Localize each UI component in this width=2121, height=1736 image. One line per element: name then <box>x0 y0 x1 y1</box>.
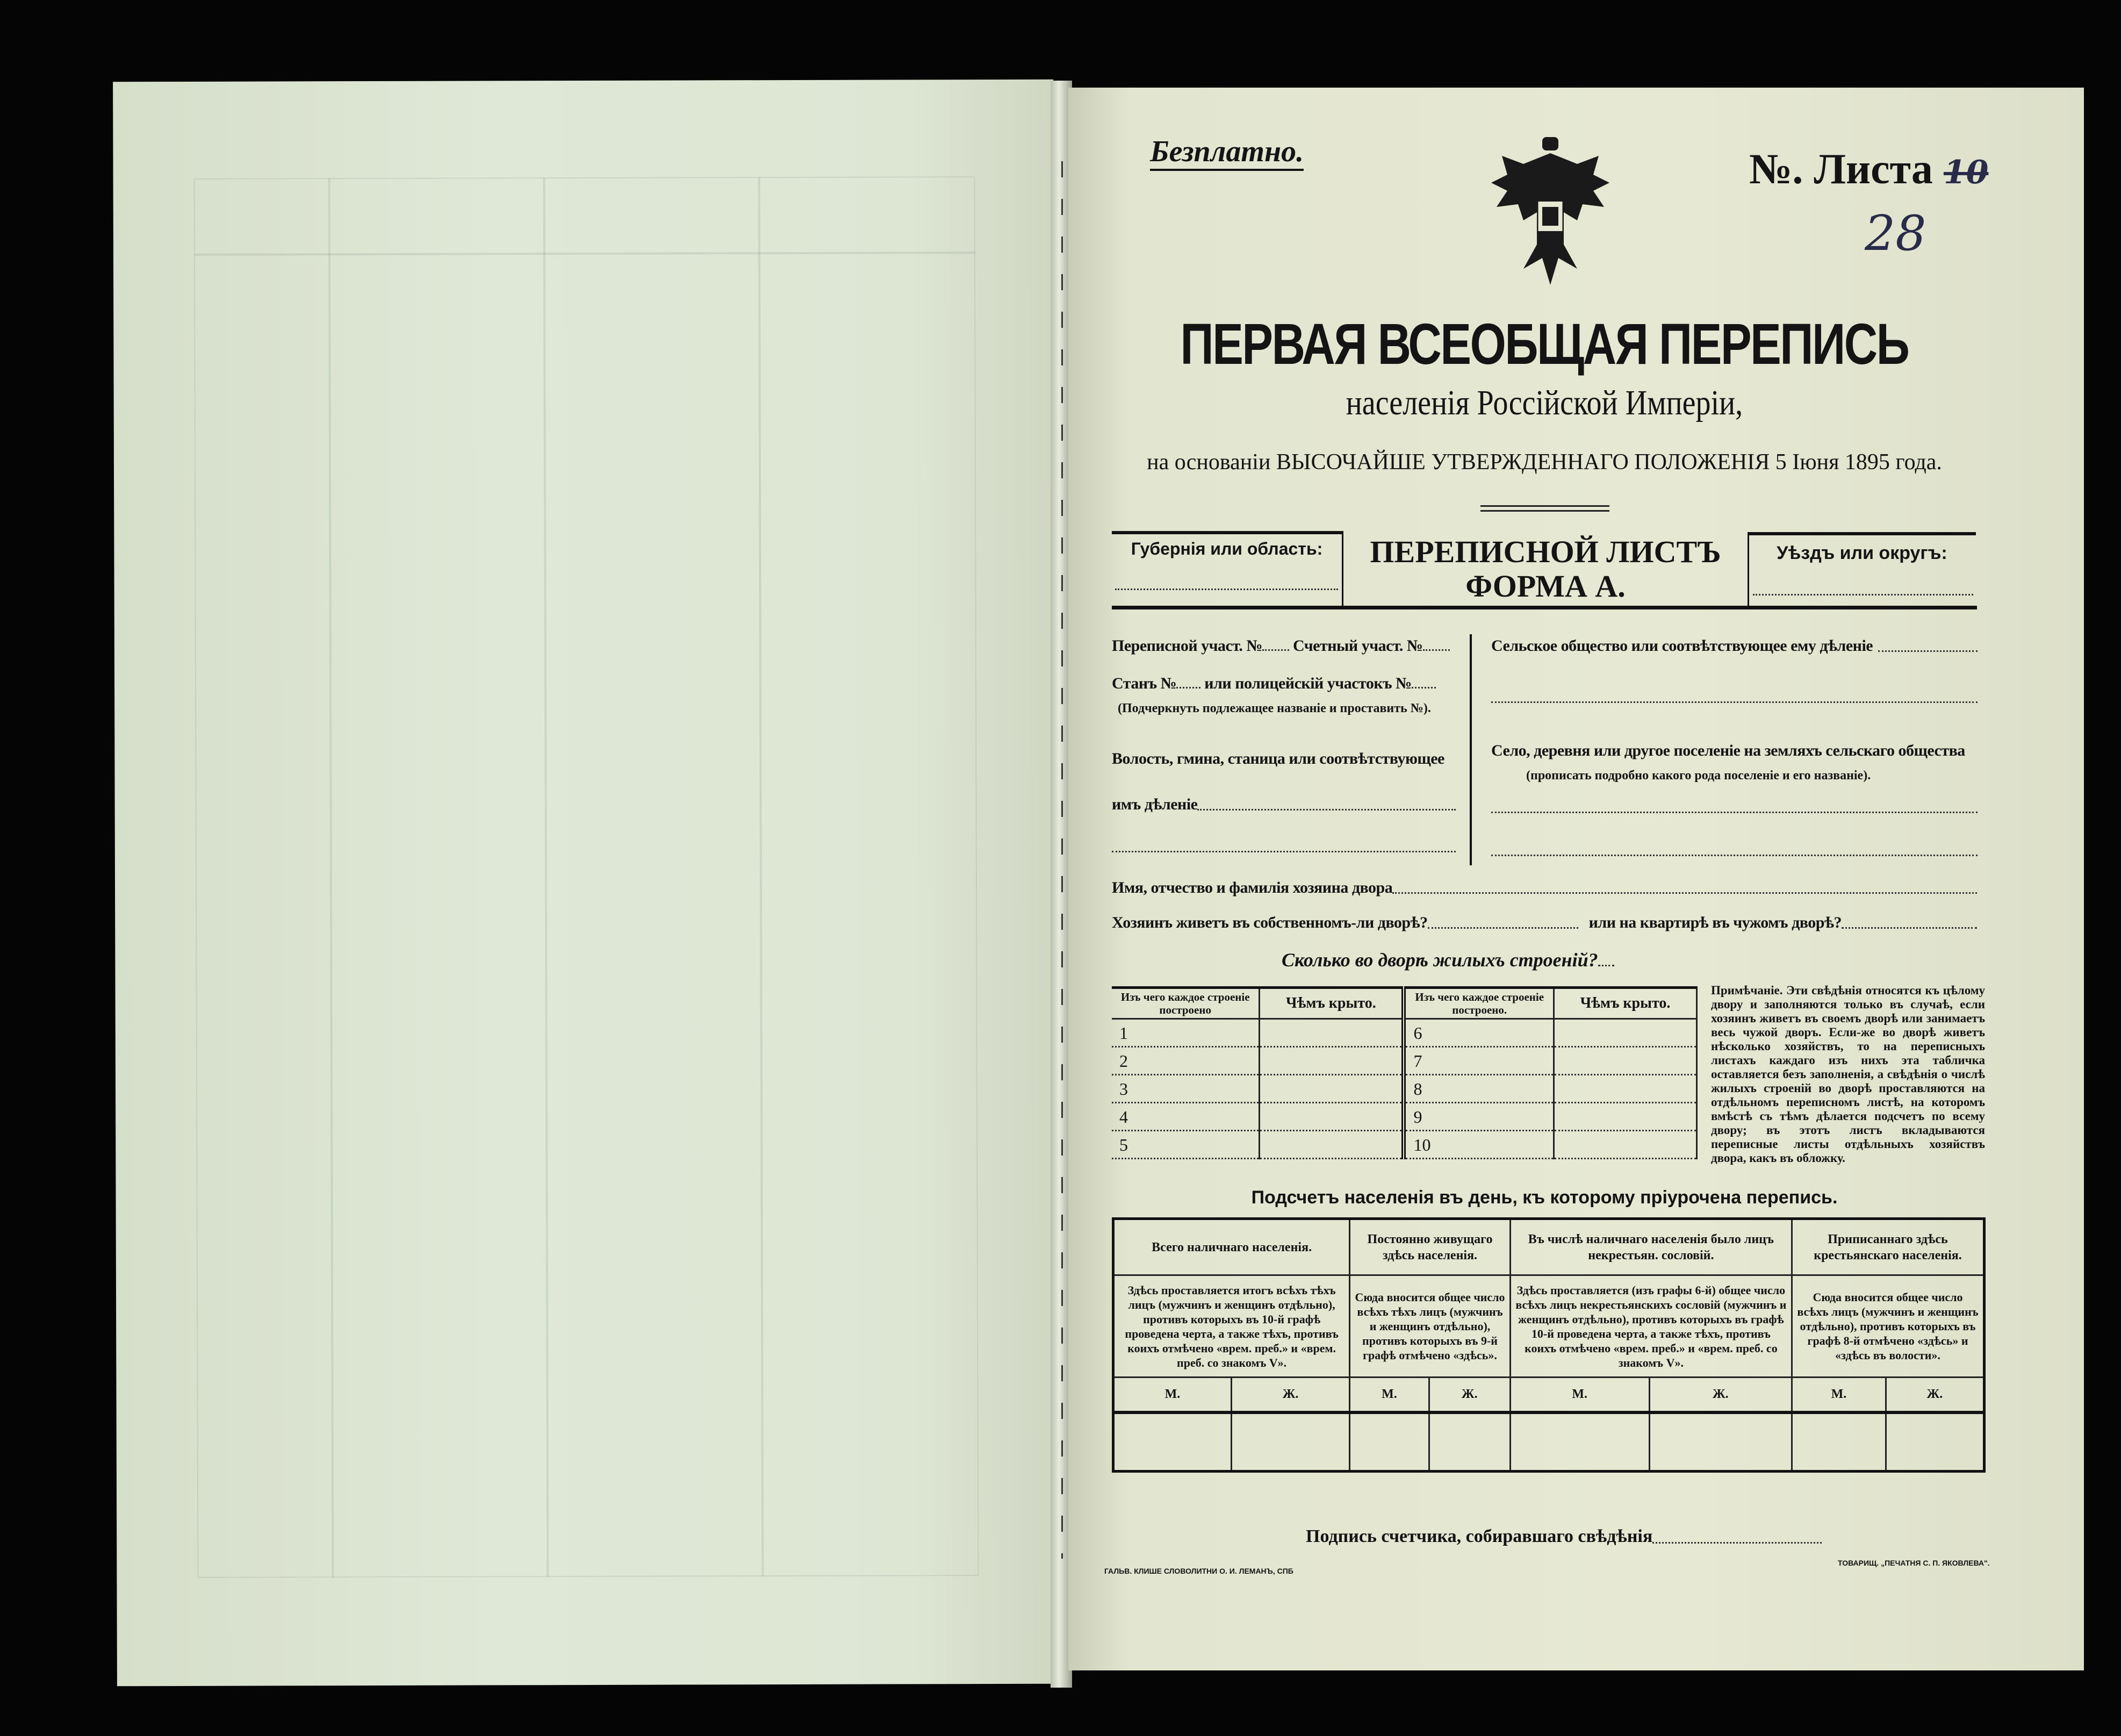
village-note: (прописать подробно какого рода поселеніе и его названіе). <box>1526 769 1871 783</box>
table-row: 2 7 <box>1112 1047 1697 1075</box>
column-divider <box>1470 634 1472 865</box>
owner-lives-field: Хозяинъ живетъ въ собственномъ-ли дворѣ? или на квартирѣ въ чужомъ дворѣ? <box>1112 914 1977 932</box>
volost-field-line-2[interactable] <box>1112 851 1456 852</box>
stan-field: Станъ № или полицейскій участокъ № <box>1112 675 1436 693</box>
section-rule <box>1112 606 1977 609</box>
village-label: Село, деревня или другое поселеніе на земляхъ сельскаго общества <box>1491 742 1965 759</box>
male-peasant-cell[interactable] <box>1792 1412 1886 1472</box>
col-non-peasant: Въ числѣ наличнаго населенія было лицъ некрестьян. сословій. <box>1510 1219 1792 1275</box>
volost-label: Волость, гмина, станица или соотвѣтствующее <box>1112 750 1444 767</box>
census-section-field: Переписной участ. № Счетный участ. № <box>1112 637 1450 655</box>
note-text: Примѣчаніе. Эти свѣдѣнія относятся къ цѣлому двору и заполняются только въ случаѣ, если хозяинъ живетъ въ своемъ дворѣ или занимаетъ весь чужой дворъ. Если-же во дворѣ живетъ нѣсколько хозяйствъ, то на переписныхъ листахъ каждаго изъ нихъ эта табличка оставляется безъ заполненія, а свѣдѣнія о числѣ жилыхъ строеній во дворѣ проставляются на отдѣльномъ переписномъ листѣ, на которомъ вмѣстѣ съ тѣмъ дѣлается подсчетъ по всему двору; въ этотъ листъ вкладываются переписные листы отдѣльныхъ хозяйствъ двора, какъ въ обложку. <box>1711 984 1985 1165</box>
rural-society-field: Сельское общество или соотвѣтствующее ему дѣленіе <box>1491 637 1978 655</box>
male-permanent-cell[interactable] <box>1350 1412 1429 1472</box>
female-total-cell[interactable] <box>1231 1412 1349 1472</box>
district-field[interactable] <box>1753 594 1973 596</box>
sheet-number-crossed: 10 <box>1943 154 1989 191</box>
double-headed-eagle-icon <box>1483 134 1617 296</box>
district-label: Уѣздъ или округъ: <box>1777 543 1947 563</box>
binding-stitch <box>1061 161 1063 1559</box>
col-material-left: Изъ чего каждое строеніе построено <box>1112 988 1260 1019</box>
table-row: 5 10 <box>1112 1131 1697 1159</box>
volost-field: имъ дѣленіе <box>1112 795 1456 814</box>
female-non-peasant-cell[interactable] <box>1649 1412 1792 1472</box>
col-material-right: Изъ чего каждое строеніе построено. <box>1404 988 1554 1019</box>
female-permanent-cell[interactable] <box>1429 1412 1510 1472</box>
page-subtitle: населенія Россійской Имперіи, <box>1346 383 1743 422</box>
population-count-table: Всего наличнаго населенія. Постоянно живущаго здѣсь населенія. Въ числѣ наличнаго населенія было лицъ некрестьян. сословій. Приписаннаго здѣсь крестьянскаго населенія. Здѣсь проставляется итогъ всѣхъ тѣхъ лицъ (мужчинъ и женщинъ отдѣльно), противъ которыхъ въ 10-й графѣ проведена черта, а также тѣхъ, противъ коихъ отмѣчено «врем. преб.» и «врем. преб. со знакомъ V». Сюда вносится общее число всѣхъ тѣхъ лицъ (мужчинъ и женщинъ отдѣльно), противъ которыхъ въ 9-й графѣ отмѣчено «здѣсь». Здѣсь проставляется (изъ графы 6-й) общее число всѣхъ лицъ некрестьянскихъ сословій (мужчинъ и женщинъ отдѣльно), противъ которыхъ въ графѣ 10-й проведена черта, а также тѣхъ, противъ коихъ отмѣчено «врем. преб.» и «врем. преб. со знакомъ V». Сюда вносится общее число всѣхъ лицъ (мужчинъ и женщинъ отдѣльно), противъ которыхъ въ графѣ 8-й отмѣчено «здѣсь» и «здѣсь въ волости». М. Ж. М. Ж. М. Ж. М. Ж. <box>1112 1217 1986 1473</box>
ornament-divider <box>1480 505 1609 512</box>
col-total-present: Всего наличнаго населенія. <box>1113 1219 1350 1275</box>
footer-left: ГАЛЬВ. КЛИШЕ СЛОВОЛИТНИ О. И. ЛЕМАНЪ, СПБ <box>1104 1567 1293 1575</box>
blank-left-page <box>113 80 1058 1687</box>
village-field-line-2[interactable] <box>1491 855 1978 856</box>
footer-right: ТОВАРИЩ. „ПЕЧАТНЯ С. П. ЯКОВЛЕВА". <box>1838 1559 1990 1567</box>
male-non-peasant-cell[interactable] <box>1510 1412 1649 1472</box>
table-row: 4 9 <box>1112 1103 1697 1131</box>
col-peasant: Приписаннаго здѣсь крестьянскаго населенія. <box>1792 1219 1984 1275</box>
col-roof-right: Чѣмъ крыто. <box>1554 988 1697 1019</box>
owner-name-field: Имя, отчество и фамилія хозяина двора <box>1112 879 1977 897</box>
sheet-number-label: №. Листа 10 <box>1749 146 1989 193</box>
signature-field: Подпись счетчика, собиравшаго свѣдѣнія <box>1306 1526 1822 1547</box>
underline-note: (Подчеркнуть подлежащее названіе и проставить №). <box>1118 701 1431 715</box>
buildings-table <box>1112 986 1698 1159</box>
col-permanent: Постоянно живущаго здѣсь населенія. <box>1350 1219 1511 1275</box>
col-roof-left: Чѣмъ крыто. <box>1260 988 1404 1019</box>
page-title: ПЕРВАЯ ВСЕОБЩАЯ ПЕРЕПИСЬ <box>1180 311 1909 376</box>
buildings-question: Сколько во дворѣ жилыхъ строеній? <box>1282 949 1614 971</box>
province-field[interactable] <box>1115 589 1338 590</box>
table-row: 1 6 <box>1112 1019 1697 1047</box>
legal-basis: на основаніи ВЫСОЧАЙШЕ УТВЕРЖДЕННАГО ПОЛОЖЕНІЯ 5 Іюня 1895 года. <box>1147 450 1942 475</box>
count-title: Подсчетъ населенія въ день, къ которому пріурочена перепись. <box>1251 1187 1838 1208</box>
table-row: 3 8 <box>1112 1075 1697 1103</box>
sheet-number-handwritten: 28 <box>1865 205 1926 262</box>
male-total-cell[interactable] <box>1113 1412 1232 1472</box>
province-label: Губернія или область: <box>1131 539 1323 558</box>
table-row <box>1113 1412 1985 1472</box>
free-label: Безплатно. <box>1150 134 1304 171</box>
form-title: ПЕРЕПИСНОЙ ЛИСТЪ ФОРМА А. <box>1370 534 1721 604</box>
village-field[interactable] <box>1491 812 1978 813</box>
rural-society-field-line-2[interactable] <box>1491 701 1978 703</box>
female-peasant-cell[interactable] <box>1886 1412 1984 1472</box>
